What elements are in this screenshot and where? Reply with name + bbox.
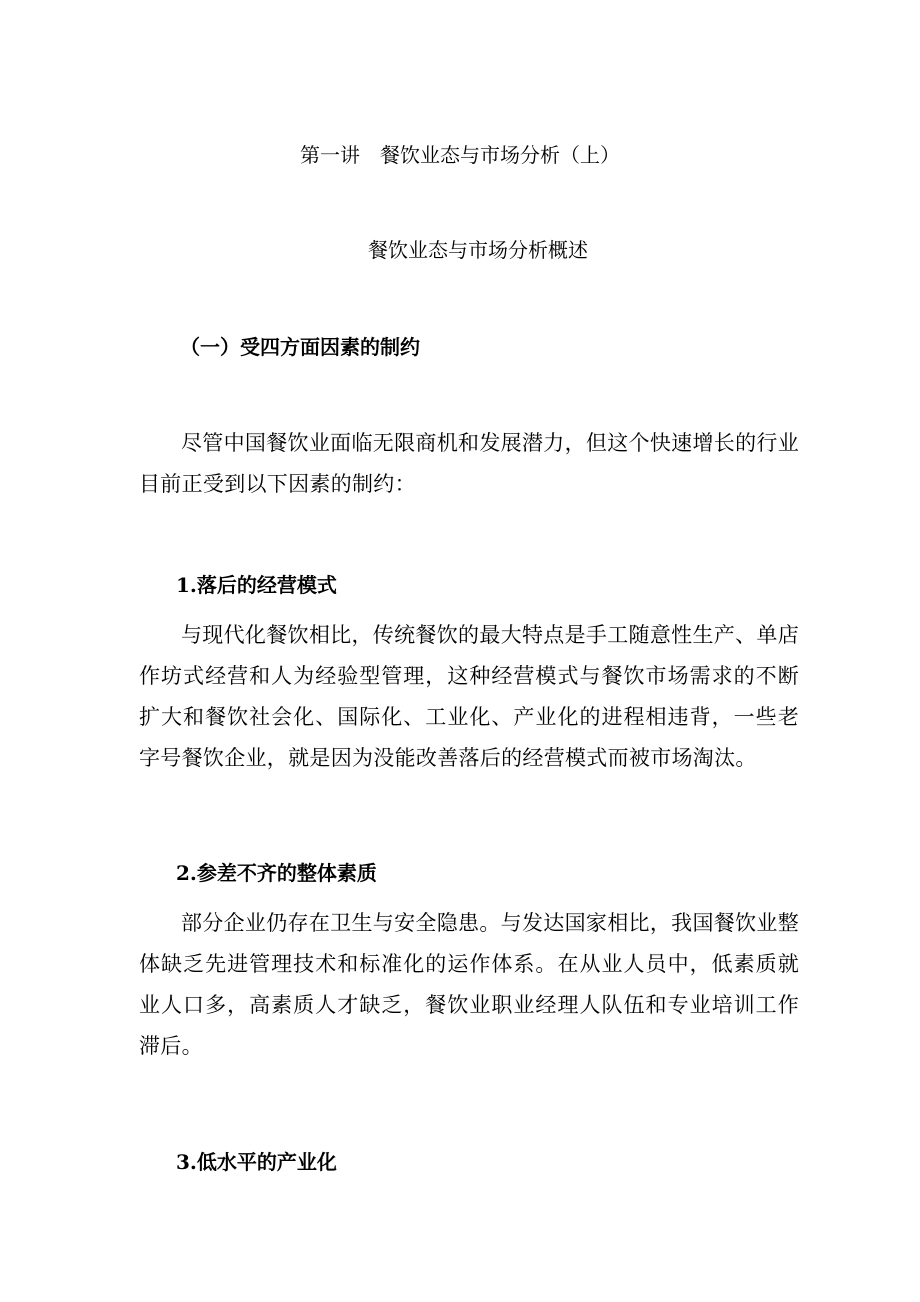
intro-paragraph: 尽管中国餐饮业面临无限商机和发展潜力，但这个快速增长的行业目前正受到以下因素的制约：	[139, 431, 799, 496]
item-paragraph-2: 部分企业仍存在卫生与安全隐患。与发达国家相比，我国餐饮业整体缺乏先进管理技术和标准化的运作体系。在从业人员中，低素质就业人口多，高素质人才缺乏，餐饮业职业经理人队伍和专业培训工作滞后。	[139, 911, 799, 1058]
item-paragraph-1: 与现代化餐饮相比，传统餐饮的最大特点是手工随意性生产、单店作坊式经营和人为经验型管理，这种经营模式与餐饮市场需求的不断扩大和餐饮社会化、国际化、工业化、产业化的进程相违背，一些老字号餐饮企业，就是因为没能改善落后的经营模式而被市场淘汰。	[139, 623, 799, 770]
item-heading-3: 3.低水平的产业化	[176, 1150, 337, 1174]
item-heading-1: 1.落后的经营模式	[176, 573, 337, 597]
document-title: 第一讲 餐饮业态与市场分析（上）	[300, 143, 620, 167]
item-heading-2: 2.参差不齐的整体素质	[176, 861, 377, 885]
section-heading: （一）受四方面因素的制约	[180, 335, 420, 359]
document-subtitle: 餐饮业态与市场分析概述	[368, 238, 588, 262]
